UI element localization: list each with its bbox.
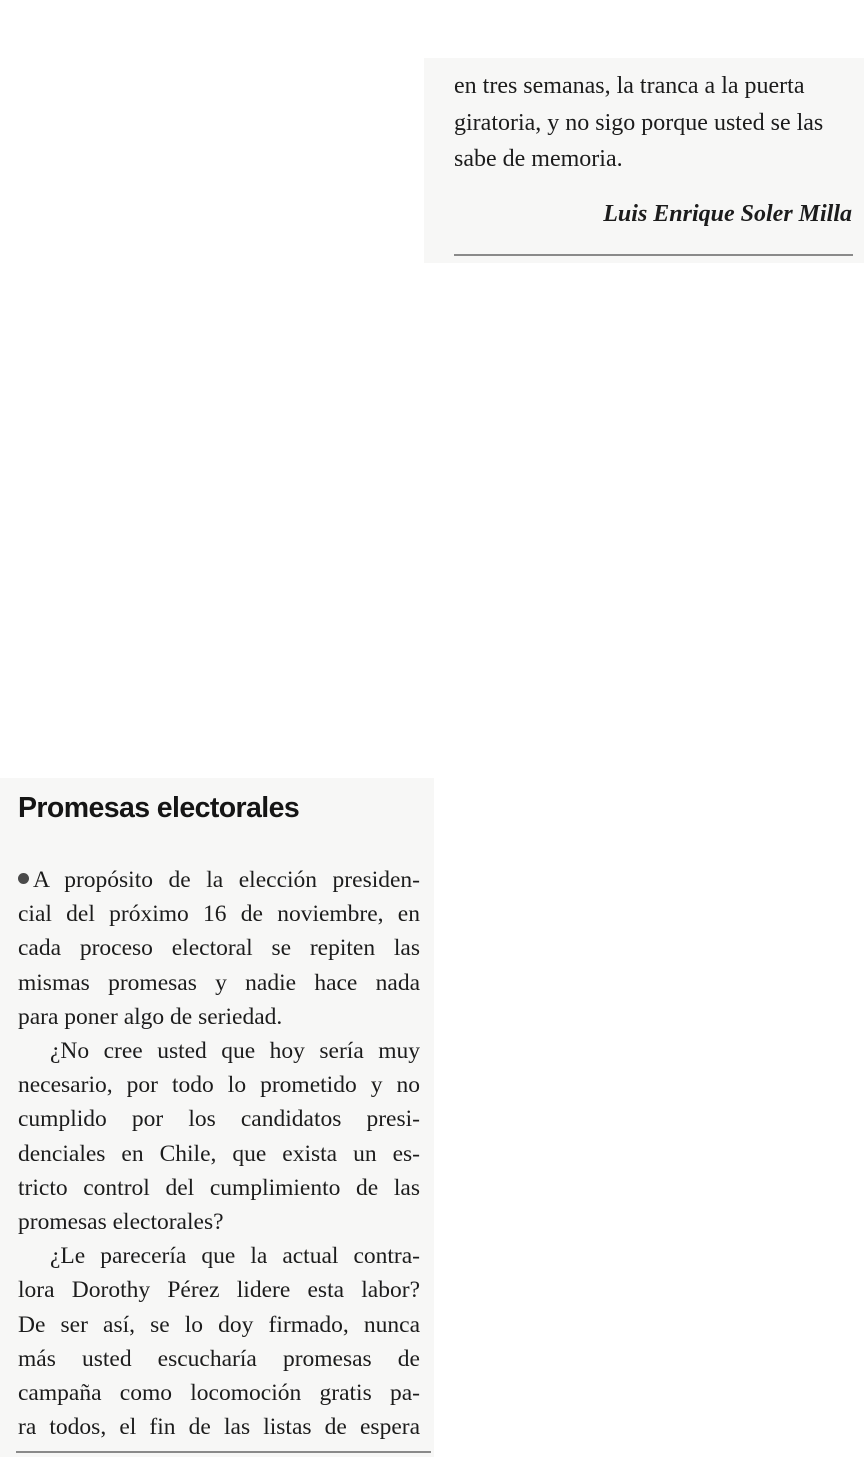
bullet-icon [18,873,29,884]
text-line: en tres semanas, la tranca a la puerta [454,73,805,99]
text-line: denciales en Chile, que exista un es- [18,1140,420,1167]
text-line: giratoria, y no sigo porque usted se las [454,109,824,136]
text-line: campaña como locomoción gratis pa- [18,1380,420,1407]
text-line: más usted escucharía promesas de [18,1345,420,1372]
divider-rule [454,254,853,256]
text-line: promesas electorales? [18,1209,224,1236]
text-line-content: A propósito de la elección presiden- [33,867,420,893]
letter-title: Promesas electorales [18,792,300,824]
letter-signature: Luis Enrique Soler Milla [603,201,852,227]
text-line: sabe de memoria. [454,146,623,172]
text-line: De ser así, se lo doy firmado, nunca [18,1311,420,1338]
text-line: para poner algo de seriedad. [18,1003,283,1030]
text-line: mismas promesas y nadie hace nada [18,969,420,996]
text-line: cial del próximo 16 de noviembre, en [18,901,420,928]
text-line: cada proceso electoral se repiten las [18,935,420,962]
text-line: ra todos, el fin de las listas de espera [18,1414,420,1441]
letter-continuation-text [454,68,856,178]
letter-body [18,863,420,1444]
letter-continuation [424,58,864,263]
divider-rule [16,1451,431,1453]
text-line: lora Dorothy Pérez lidere esta labor? [18,1277,420,1304]
text-line [18,863,420,897]
text-line: cumplido por los candidatos presi- [18,1106,420,1133]
text-line: necesario, por todo lo prometido y no [18,1072,420,1099]
text-line: ¿No cree usted que hoy sería muy [50,1038,420,1065]
letter-promesas-electorales [0,778,434,1457]
text-line: ¿Le parecería que la actual contra- [50,1243,420,1270]
text-line: tricto control del cumplimiento de las [18,1174,420,1201]
